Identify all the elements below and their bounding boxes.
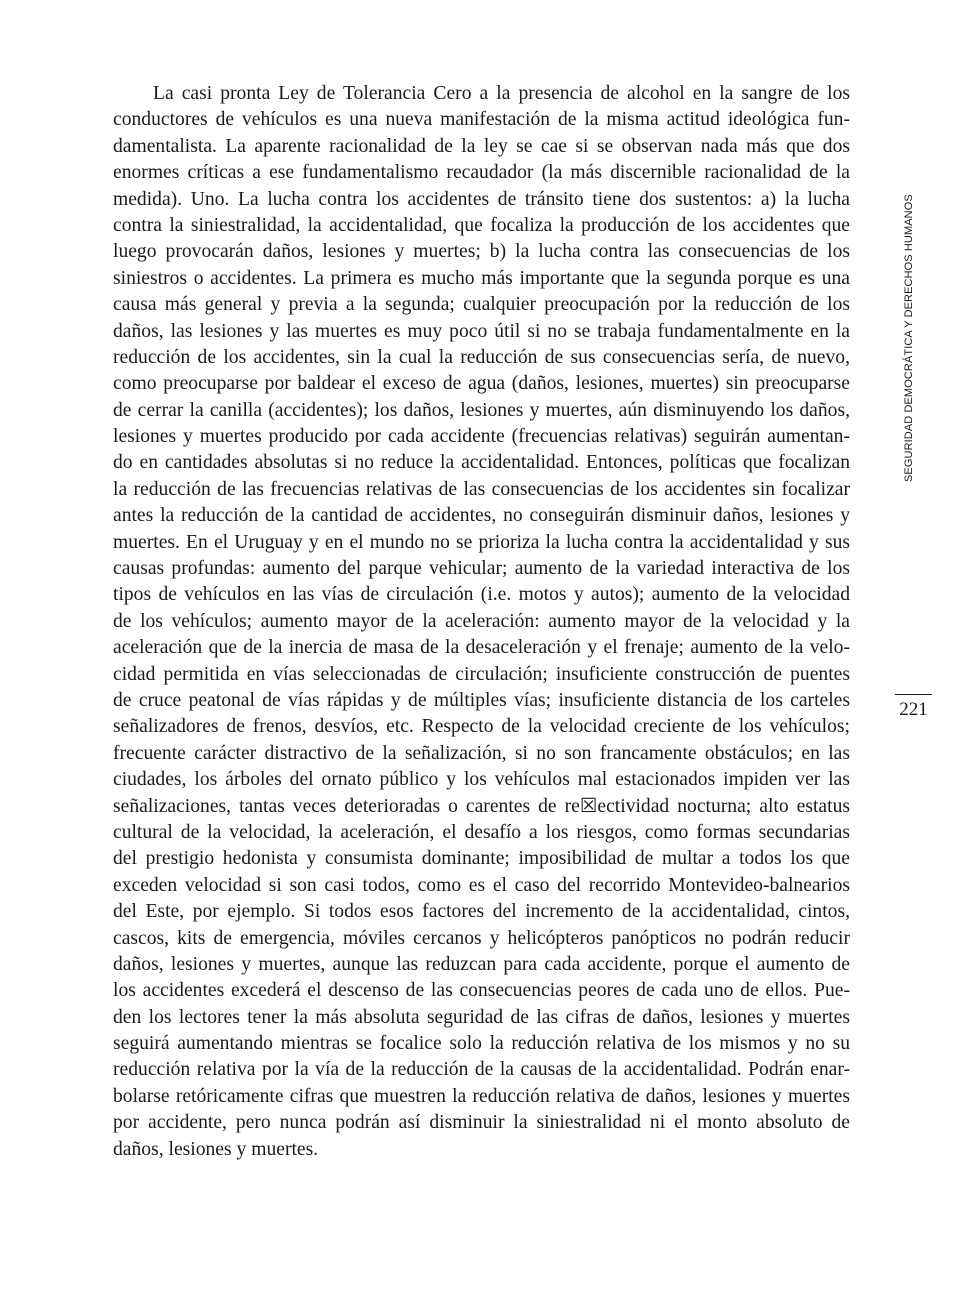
text-line: señalizadores de frenos, desvíos, etc. Respecto de la velocidad creciente de los vehículos;	[113, 716, 850, 738]
text-line: damentalista. La aparente racionalidad de la ley se cae si se observan nada más que dos	[113, 135, 850, 157]
text-line: cultural de la velocidad, la aceleración, el desafío a los riesgos, como formas secundarias	[113, 821, 850, 843]
text-line: frecuente carácter distractivo de la señalización, si no son francamente obstáculos; en las	[113, 742, 850, 764]
text-line: daños, las lesiones y las muertes es muy poco útil si no se trabaja fundamentalmente en la	[113, 320, 850, 342]
text-line: aceleración que de la inercia de masa de la desaceleración y el frenaje; aumento de la velo-	[113, 637, 850, 659]
running-head: SEGURIDAD DEMOCRÁTICA Y DERECHOS HUMANOS	[903, 194, 915, 482]
text-line: siniestros o accidentes. La primera es mucho más importante que la segunda porque es una	[113, 267, 850, 289]
text-line: ciudades, los árboles del ornato público y los vehículos mal estacionados impiden ver las	[113, 769, 850, 791]
text-line: cascos, kits de emergencia, móviles cercanos y helicópteros panópticos no podrán reducir	[113, 927, 850, 949]
text-line: medida). Uno. La lucha contra los accidentes de tránsito tiene dos sustentos: a) la lucha	[113, 188, 850, 210]
text-line: exceden velocidad si son casi todos, como es el caso del recorrido Montevideo-balnearios	[113, 874, 850, 896]
text-line: seguirá aumentando mientras se focalice solo la reducción relativa de los mismos y no su	[113, 1033, 850, 1055]
text-line: daños, lesiones y muertes.	[113, 1138, 319, 1160]
text-line: conductores de vehículos es una nueva manifestación de la misma actitud ideológica fun-	[113, 109, 850, 131]
text-line: daños, lesiones y muertes, aunque las reduzcan para cada accidente, porque el aumento de	[113, 953, 850, 975]
text-line: tipos de vehículos en las vías de circulación (i.e. motos y autos); aumento de la velocidad	[113, 584, 850, 606]
text-line: luego provocarán daños, lesiones y muertes; b) la lucha contra las consecuencias de los	[113, 241, 850, 263]
text-line: de cerrar la canilla (accidentes); los daños, lesiones y muertes, aún disminuyendo los daños,	[113, 399, 850, 421]
text-line: reducción relativa por la vía de la reducción de la causas de la accidentalidad. Podrán enar-	[113, 1059, 850, 1081]
text-line: den los lectores tener la más absoluta seguridad de las cifras de daños, lesiones y muertes	[113, 1006, 850, 1028]
text-line: cidad permitida en vías seleccionadas de circulación; insuficiente construcción de puentes	[113, 663, 850, 685]
text-line: bolarse retóricamente cifras que muestren la reducción relativa de daños, lesiones y muertes	[113, 1085, 850, 1107]
text-line: del prestigio hedonista y consumista dominante; imposibilidad de multar a todos los que	[113, 848, 850, 870]
text-line: causa más general y previa a la segunda; cualquier preocupación por la reducción de los	[113, 294, 850, 316]
text-line: lesiones y muertes producido por cada accidente (frecuencias relativas) seguirán aumentan-	[113, 426, 850, 448]
page-number: 221	[899, 699, 928, 720]
text-line: de los vehículos; aumento mayor de la aceleración: aumento mayor de la velocidad y la	[113, 610, 850, 632]
text-line: enormes críticas a ese fundamentalismo recaudador (la más discernible racionalidad de la	[113, 162, 850, 184]
text-line: reducción de los accidentes, sin la cual la reducción de sus consecuencias sería, de nuevo,	[113, 346, 850, 368]
text-line: del Este, por ejemplo. Si todos esos factores del incremento de la accidentalidad, cintos,	[113, 901, 850, 923]
text-line: causas profundas: aumento del parque vehicular; aumento de la variedad interactiva de los	[113, 558, 850, 580]
text-line: señalizaciones, tantas veces deterioradas o carentes de re☒ectividad nocturna; alto estatus	[113, 795, 850, 817]
text-line: antes la reducción de la cantidad de accidentes, no conseguirán disminuir daños, lesiones y	[113, 505, 850, 527]
text-line: de cruce peatonal de vías rápidas y de múltiples vías; insuficiente distancia de los carteles	[113, 689, 850, 711]
text-line: por accidente, pero nunca podrán así disminuir la siniestralidad ni el monto absoluto de	[113, 1112, 850, 1134]
text-line: muertes. En el Uruguay y en el mundo no se prioriza la lucha contra la accidentalidad y sus	[113, 531, 850, 553]
text-line: do en cantidades absolutas si no reduce la accidentalidad. Entonces, políticas que focalizan	[113, 452, 850, 474]
text-line: la reducción de las frecuencias relativas de las consecuencias de los accidentes sin focalizar	[113, 478, 850, 500]
text-line: La casi pronta Ley de Tolerancia Cero a la presencia de alcohol en la sangre de los	[153, 83, 850, 104]
text-line: los accidentes excederá el descenso de las consecuencias peores de cada uno de ellos. Pue-	[113, 980, 850, 1002]
text-line: contra la siniestralidad, la accidentalidad, que focaliza la producción de los accidentes que	[113, 214, 850, 236]
text-line: como preocuparse por baldear el exceso de agua (daños, lesiones, muertes) sin preocuparse	[113, 373, 850, 395]
body-paragraph	[113, 81, 850, 1163]
page-number-rule	[895, 694, 932, 695]
